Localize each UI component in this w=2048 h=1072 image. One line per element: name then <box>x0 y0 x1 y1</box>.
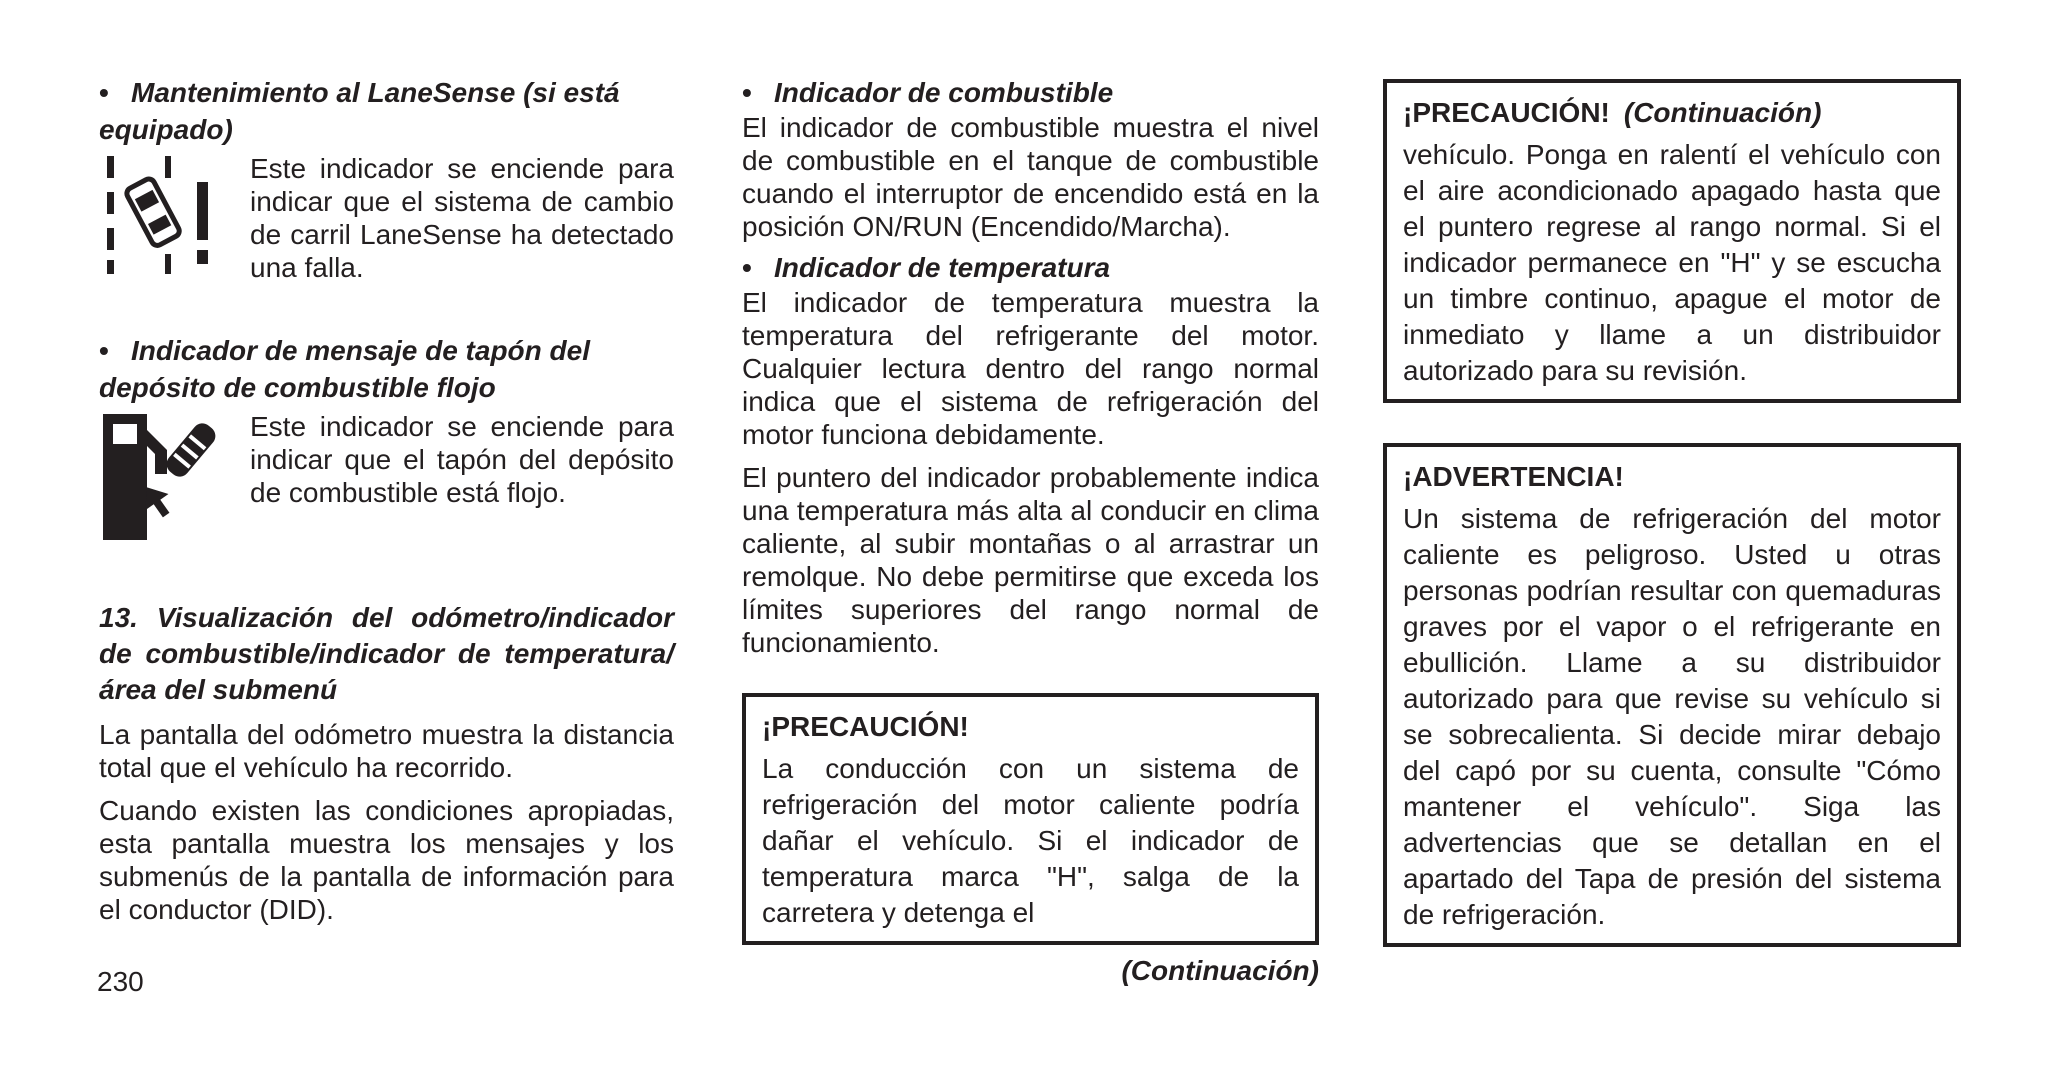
temp-gauge-heading: • Indicador de temperatura <box>742 252 1111 283</box>
column-middle <box>742 74 1319 989</box>
fuel-gauge-heading: • Indicador de combustible <box>742 77 1114 108</box>
page-number: 230 <box>97 966 144 997</box>
lanesense-item <box>99 152 674 284</box>
fuelcap-heading: • Indicador de mensaje de tapón del depósito de combustible flojo <box>99 335 590 403</box>
caution-text: La conducción con un sistema de refrigeración del motor caliente podría dañar el vehículo. Si el indicador de temperatura marca "H", salga de la carretera y detenga el <box>762 753 1299 928</box>
lanesense-heading: • Mantenimiento al LaneSense (si está equipado) <box>99 77 620 145</box>
continuation-label: (Continuación) <box>1121 955 1319 986</box>
warning-title: ¡ADVERTENCIA! <box>1403 461 1624 492</box>
odometer-paragraph-2: Cuando existen las condiciones apropiadas, esta pantalla muestra los mensajes y los submenús de la pantalla de información para el conductor (DID). <box>99 795 674 925</box>
loose-fuel-cap-icon <box>99 410 224 550</box>
column-right <box>1383 74 1961 947</box>
caution-continued-box <box>1383 79 1961 403</box>
caution-box <box>742 693 1319 945</box>
fuelcap-text: Este indicador se enciende para indicar que el tapón del depósito de combustible está flojo. <box>250 411 674 508</box>
warning-box <box>1383 443 1961 947</box>
temp-gauge-text-2: El puntero del indicador probablemente indica una temperatura más alta al conducir en clima caliente, al subir montañas o al arrastrar un remolque. No debe permitirse que exceda los límites superiores del rango normal de funcionamiento. <box>742 462 1319 658</box>
caution-title: ¡PRECAUCIÓN! <box>762 711 969 742</box>
lanesense-text: Este indicador se enciende para indicar que el sistema de cambio de carril LaneSense ha detectado una falla. <box>250 153 674 283</box>
odometer-paragraph-1: La pantalla del odómetro muestra la distancia total que el vehículo ha recorrido. <box>99 719 674 783</box>
fuelcap-item <box>99 410 674 550</box>
caution-continued-text: vehículo. Ponga en ralentí el vehículo con el aire acondicionado apagado hasta que el puntero regrese al rango normal. Si el indicador permanece en "H" y se escucha un timbre continuo, apague el motor de inmediato y llame a un distribuidor autorizado para su revisión. <box>1403 139 1941 386</box>
fuel-gauge-text: El indicador de combustible muestra el nivel de combustible en el tanque de combustible cuando el interruptor de encendido está en la posición ON/RUN (Encendido/Marcha). <box>742 112 1319 242</box>
section-heading: 13. Visualización del odómetro/indicador de combustible/indicador de temperatura/área del submenú <box>99 602 674 705</box>
temp-gauge-text: El indicador de temperatura muestra la temperatura del refrigerante del motor. Cualquier lectura dentro del rango normal indica que el sistema de refrigeración del motor funciona debidamente. <box>742 287 1319 450</box>
column-left <box>99 74 674 926</box>
warning-text: Un sistema de refrigeración del motor caliente es peligroso. Usted u otras personas podrían resultar con quemaduras graves por el vapor o el refrigerante en ebullición. Llame a su distribuidor autorizado para que revise su vehículo si se sobrecalienta. Si decide mirar debajo del capó por su cuenta, consulte "Cómo mantener el vehículo". Siga las advertencias que se detallan en el apartado del Tapa de presión del sistema de refrigeración. <box>1403 503 1941 930</box>
lanesense-fault-icon <box>99 152 224 284</box>
caution-continued-title: ¡PRECAUCIÓN! (Continuación) <box>1403 97 1822 128</box>
